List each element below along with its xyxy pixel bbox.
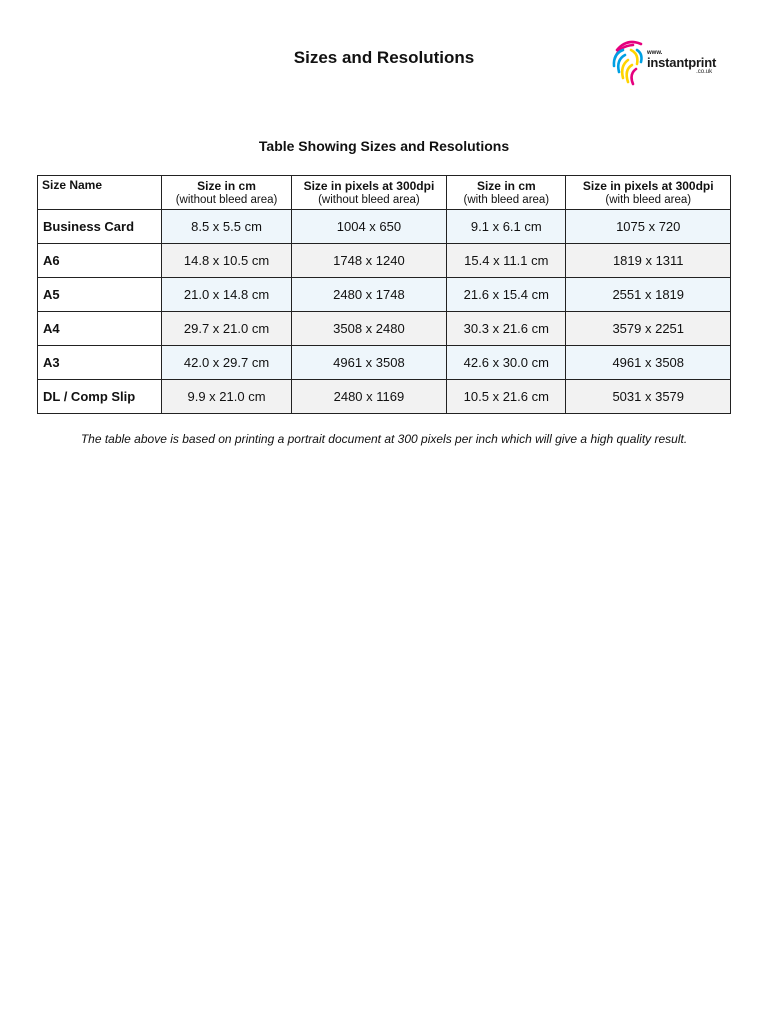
table-row (38, 278, 731, 312)
cell-size-name: A3 (38, 346, 162, 380)
cell-size-name: Business Card (38, 210, 162, 244)
header-size-name (38, 176, 162, 210)
cell-size-name: A4 (38, 312, 162, 346)
cell-size-px: 1748 x 1240 (291, 244, 446, 278)
header-main: Size Name (42, 178, 103, 192)
header-main: Size in pixels at 300dpi (582, 178, 714, 193)
cell-size-name: A5 (38, 278, 162, 312)
header-main: Size in cm (476, 178, 536, 193)
logo-name: instantprint (647, 55, 717, 70)
cell-size-px-bleed: 1075 x 720 (566, 210, 731, 244)
cell-size-cm-bleed: 15.4 x 11.1 cm (447, 244, 566, 278)
header-size-px-bleed (566, 176, 731, 210)
cell-size-px: 4961 x 3508 (291, 346, 446, 380)
header-size-cm (162, 176, 291, 210)
cell-size-name: DL / Comp Slip (38, 380, 162, 414)
header-sub: (with bleed area) (463, 193, 550, 206)
logo-suffix: .co.uk (696, 69, 713, 75)
cell-size-px-bleed: 3579 x 2251 (566, 312, 731, 346)
header-row (38, 176, 731, 210)
cell-size-cm: 9.9 x 21.0 cm (162, 380, 291, 414)
cell-size-cm-bleed: 21.6 x 15.4 cm (447, 278, 566, 312)
header-sub: (without bleed area) (175, 193, 278, 206)
cell-size-cm: 42.0 x 29.7 cm (162, 346, 291, 380)
table-row (38, 380, 731, 414)
logo-prefix: www. (647, 50, 663, 56)
cell-size-px: 3508 x 2480 (291, 312, 446, 346)
instantprint-logo (611, 36, 726, 88)
cell-size-px-bleed: 5031 x 3579 (566, 380, 731, 414)
table-header (38, 176, 731, 210)
cell-size-name: A6 (38, 244, 162, 278)
cell-size-px-bleed: 1819 x 1311 (566, 244, 731, 278)
cell-size-px: 1004 x 650 (291, 210, 446, 244)
cell-size-cm-bleed: 42.6 x 30.0 cm (447, 346, 566, 380)
table-footnote: The table above is based on printing a portrait document at 300 pixels per inch which will give a high quality result. (80, 432, 688, 446)
header-main: Size in pixels at 300dpi (303, 178, 435, 193)
header-sub: (without bleed area) (318, 193, 420, 206)
header-size-px (291, 176, 446, 210)
sizes-table (37, 175, 731, 414)
table-body (38, 210, 731, 414)
cell-size-px-bleed: 4961 x 3508 (566, 346, 731, 380)
logo-wordmark (647, 50, 716, 75)
table-row (38, 312, 731, 346)
fingerprint-icon (611, 36, 651, 88)
cell-size-cm: 21.0 x 14.8 cm (162, 278, 291, 312)
cell-size-px: 2480 x 1748 (291, 278, 446, 312)
cell-size-px: 2480 x 1169 (291, 380, 446, 414)
table-row (38, 346, 731, 380)
cell-size-cm-bleed: 10.5 x 21.6 cm (447, 380, 566, 414)
header-size-cm-bleed (447, 176, 566, 210)
cell-size-cm: 29.7 x 21.0 cm (162, 312, 291, 346)
table-row (38, 210, 731, 244)
document-title: Sizes and Resolutions (293, 48, 475, 67)
cell-size-cm-bleed: 30.3 x 21.6 cm (447, 312, 566, 346)
cell-size-px-bleed: 2551 x 1819 (566, 278, 731, 312)
cell-size-cm-bleed: 9.1 x 6.1 cm (447, 210, 566, 244)
header-sub: (with bleed area) (605, 193, 692, 206)
header-main: Size in cm (197, 178, 256, 193)
cell-size-cm: 8.5 x 5.5 cm (162, 210, 291, 244)
table-title: Table Showing Sizes and Resolutions (258, 138, 510, 154)
cell-size-cm: 14.8 x 10.5 cm (162, 244, 291, 278)
table-row (38, 244, 731, 278)
